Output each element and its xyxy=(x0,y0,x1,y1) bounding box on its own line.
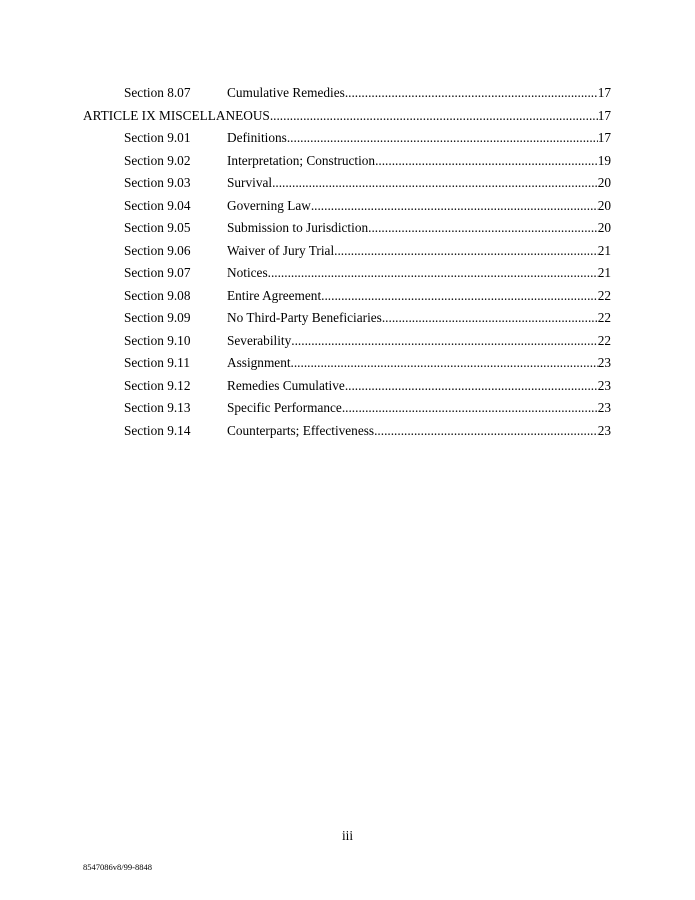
section-title: Severability xyxy=(227,332,292,348)
dot-leader xyxy=(334,240,598,263)
section-number: Section 9.10 xyxy=(124,332,191,348)
section-title: Cumulative Remedies xyxy=(227,85,345,100)
section-number: Section 9.11 xyxy=(124,355,190,370)
section-number: Section 9.04 xyxy=(124,197,191,213)
table-of-contents xyxy=(83,82,611,442)
toc-entry xyxy=(83,127,611,150)
page-ref: 20 xyxy=(597,197,611,213)
page-ref: 17 xyxy=(597,107,611,123)
section-title: Specific Performance xyxy=(227,400,342,415)
section-title: Assignment xyxy=(227,355,291,370)
dot-leader xyxy=(345,375,598,398)
toc-entry xyxy=(83,150,611,173)
page-ref: 21 xyxy=(597,242,611,258)
section-number: Section 9.06 xyxy=(124,242,191,258)
section-title: No Third-Party Beneficiaries xyxy=(227,310,382,325)
article-title: ARTICLE IX MISCELLANEOUS xyxy=(83,107,270,123)
page-ref: 21 xyxy=(597,265,611,280)
section-number: Section 9.03 xyxy=(124,175,191,190)
toc-entry xyxy=(83,285,611,308)
toc-entry xyxy=(83,397,611,420)
page-ref: 23 xyxy=(597,422,611,438)
section-title: Remedies Cumulative xyxy=(227,377,345,393)
section-title: Governing Law xyxy=(227,197,311,213)
dot-leader xyxy=(342,397,598,420)
page-ref: 17 xyxy=(597,130,611,145)
dot-leader xyxy=(321,285,598,308)
toc-entry xyxy=(83,217,611,240)
dot-leader xyxy=(375,150,598,173)
toc-entry xyxy=(83,240,611,263)
page-ref: 20 xyxy=(597,175,611,190)
section-title: Counterparts; Effectiveness xyxy=(227,422,375,438)
dot-leader xyxy=(374,420,598,443)
page-ref: 23 xyxy=(597,377,611,393)
section-title: Entire Agreement xyxy=(227,287,322,303)
dot-leader xyxy=(382,307,598,330)
section-number: Section 9.09 xyxy=(124,310,191,325)
page-ref: 23 xyxy=(597,400,611,415)
section-title: Submission to Jurisdiction xyxy=(227,220,369,235)
section-title: Interpretation; Construction xyxy=(227,152,376,168)
page-ref: 22 xyxy=(597,287,611,303)
dot-leader xyxy=(311,195,598,218)
dot-leader xyxy=(270,105,598,128)
section-title: Definitions xyxy=(227,130,287,145)
toc-entry xyxy=(83,307,611,330)
section-title: Notices xyxy=(227,265,268,280)
section-number: Section 9.08 xyxy=(124,287,191,303)
dot-leader xyxy=(287,127,598,150)
toc-entry xyxy=(83,172,611,195)
document-id: 8547086v8/99-8848 xyxy=(83,862,152,872)
page-ref: 22 xyxy=(597,310,611,325)
toc-entry xyxy=(83,330,611,353)
dot-leader xyxy=(291,330,597,353)
page-ref: 17 xyxy=(597,85,611,100)
page-number: iii xyxy=(341,828,354,843)
section-number: Section 9.13 xyxy=(124,400,191,415)
page-ref: 20 xyxy=(597,220,611,235)
dot-leader xyxy=(368,217,598,240)
toc-entry xyxy=(83,375,611,398)
section-number: Section 9.02 xyxy=(124,152,191,168)
section-number: Section 9.01 xyxy=(124,130,191,145)
toc-entry xyxy=(83,420,611,443)
dot-leader xyxy=(345,82,598,105)
toc-entry xyxy=(83,352,611,375)
dot-leader xyxy=(272,172,598,195)
toc-entry xyxy=(83,262,611,285)
dot-leader xyxy=(291,352,598,375)
toc-article-entry xyxy=(83,105,611,128)
section-number: Section 9.12 xyxy=(124,377,191,393)
page-ref: 19 xyxy=(597,152,611,168)
dot-leader xyxy=(268,262,598,285)
toc-entry xyxy=(83,195,611,218)
page-ref: 23 xyxy=(597,355,611,370)
section-number: Section 9.14 xyxy=(124,422,191,438)
page-ref: 22 xyxy=(597,332,611,348)
section-number: Section 8.07 xyxy=(124,85,191,100)
toc-entry xyxy=(83,82,611,105)
section-title: Survival xyxy=(227,175,273,190)
section-number: Section 9.05 xyxy=(124,220,191,235)
section-number: Section 9.07 xyxy=(124,265,191,280)
section-title: Waiver of Jury Trial xyxy=(227,242,335,258)
